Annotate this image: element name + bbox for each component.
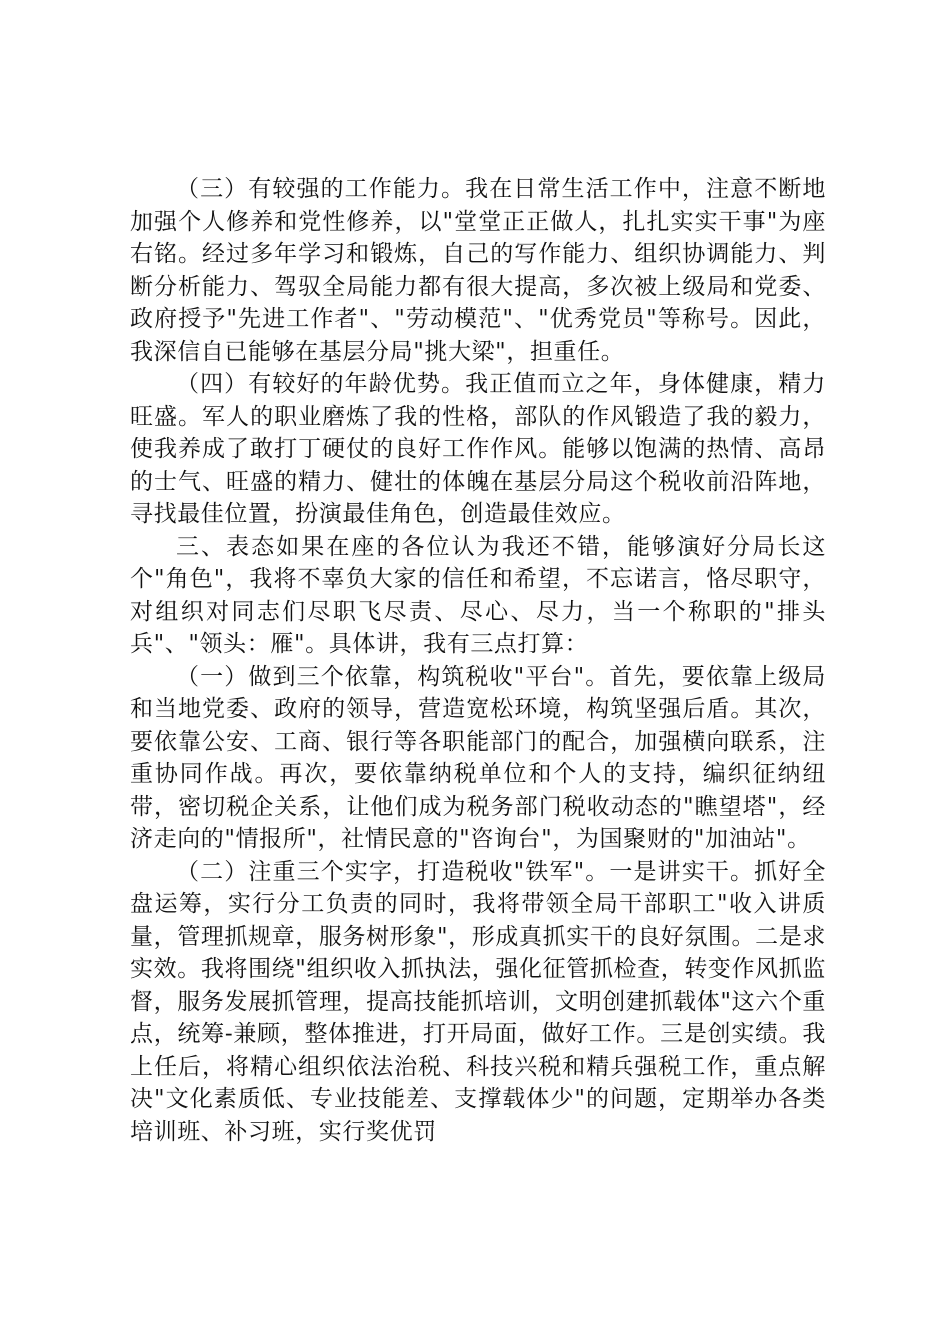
paragraph-age-advantage: （四）有较好的年龄优势。我正值而立之年，身体健康，精力旺盛。军人的职业磨炼了我的性格，部队的作风锻造了我的毅力，使我养成了敢打丁硬仗的良好工作作风。能够以饱满的热情、高昂的士气、旺盛的精力、健壮的体魄在基层分局这个税收前沿阵地，寻找最佳位置，扮演最佳角色，创造最佳效应。 (130, 371, 826, 527)
paragraph-statement: 三、表态如果在座的各位认为我还不错，能够演好分局长这个"角色"，我将不辜负大家的信任和希望，不忘诺言，恪尽职守，对组织对同志们尽职飞尽责、尽心、尽力，当一个称职的"排头兵"、"领头：雁"。具体讲，我有三点打算： (130, 533, 826, 657)
paragraph-three-practicals: （二）注重三个实字，打造税收"铁军"。一是讲实干。抓好全盘运筹，实行分工负责的同时，我将带领全局干部职工"收入讲质量，管理抓规章，服务树形象"，形成真抓实干的良好氛围。二是求实效。我将围绕"组织收入抓执法，强化征管抓检查，转变作风抓监督，服务发展抓管理，提高技能抓培训，文明创建抓载体"这六个重点，统筹-兼顾，整体推进，打开局面，做好工作。三是创实绩。我上任后，将精心组织依法治税、科技兴税和精兵强税工作，重点解决"文化素质低、专业技能差、支撑载体少"的问题，定期举办各类培训班、补习班，实行奖优罚 (130, 858, 826, 1145)
document-body (130, 173, 826, 1148)
paragraph-three-reliances: （一）做到三个依靠，构筑税收"平台"。首先，要依靠上级局和当地党委、政府的领导，营造宽松环境，构筑坚强后盾。其次，要依靠公安、工商、银行等各职能部门的配合，加强横向联系，注重协同作战。再次，要依靠纳税单位和个人的支持，编织征纳纽带，密切税企关系，让他们成为税务部门税收动态的"瞧望塔"，经济走向的"情报所"，社情民意的"咨询台"，为国聚财的"加油站"。 (130, 663, 826, 852)
paragraph-work-ability: （三）有较强的工作能力。我在日常生活工作中，注意不断地加强个人修养和党性修养，以"堂堂正正做人，扎扎实实干事"为座右铭。经过多年学习和锻炼，自己的写作能力、组织协调能力、判断分析能力、驾驭全局能力都有很大提高，多次被上级局和党委、政府授予"先进工作者"、"劳动模范"、"优秀党员"等称号。因此，我深信自已能够在基层分局"挑大梁"，担重任。 (130, 176, 826, 365)
